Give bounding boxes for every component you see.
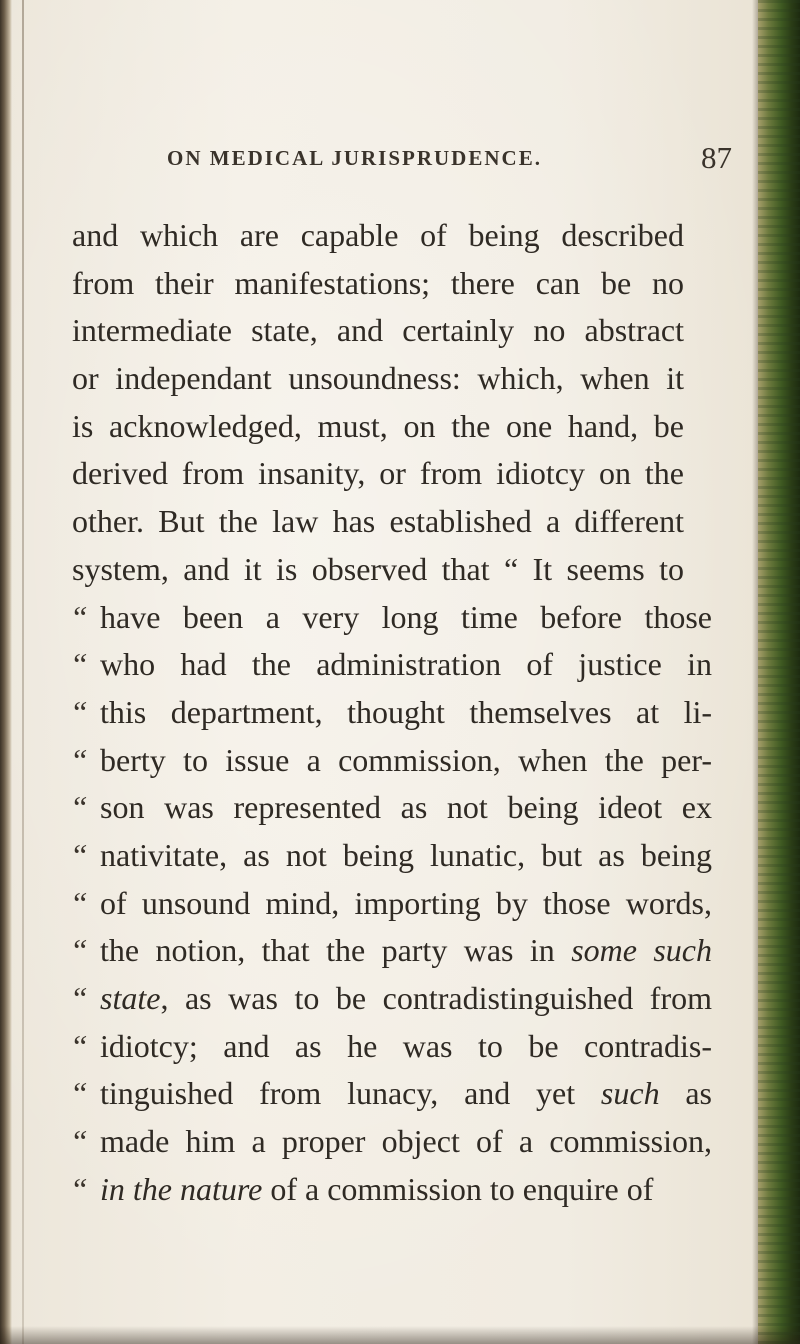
italic-text: in the nature [100, 1170, 263, 1207]
text-line [70, 737, 712, 785]
text-line [70, 832, 712, 880]
text-line [70, 689, 712, 737]
line-text: is acknowledged, must, on the one hand, be [72, 407, 684, 444]
italic-text: such [600, 1075, 660, 1112]
quote-mark: “ [70, 884, 88, 921]
text-line [72, 498, 684, 546]
line-text: son was represented as not being ideot ex [100, 789, 712, 826]
text-line [70, 594, 712, 642]
quote-mark: “ [70, 1170, 88, 1207]
line-text: from their manifestations; there can be no [72, 264, 684, 301]
line-text: system, and it is observed that “ It seems to [72, 550, 684, 587]
line-text: other. But the law has established a different [72, 503, 684, 540]
quote-mark: “ [70, 598, 88, 635]
text-line [70, 880, 712, 928]
line-text: , as was to be contradistinguished from [160, 980, 712, 1016]
quote-mark: “ [70, 980, 88, 1016]
text-line [70, 975, 712, 1023]
text-line [70, 1118, 712, 1166]
line-text: made him a proper object of a commission, [100, 1123, 712, 1160]
quote-mark: “ [70, 1123, 88, 1160]
running-header [72, 140, 740, 186]
text-line [72, 450, 684, 498]
running-title: ON MEDICAL JURISPRUDENCE. [167, 146, 542, 170]
quote-mark: “ [70, 789, 88, 826]
page-number: 87 [701, 140, 732, 175]
line-text: idiotcy; and as he was to be contradis- [100, 1027, 712, 1064]
text-line [70, 1166, 752, 1214]
line-text: derived from insanity, or from idiotcy on the [72, 455, 684, 492]
line-text: as [659, 1075, 713, 1112]
text-line [70, 1070, 712, 1118]
line-text: nativitate, as not being lunatic, but as being [100, 836, 712, 873]
line-text: the notion, that the party was in [100, 932, 572, 969]
italic-text: some such [571, 932, 713, 969]
bottom-shadow [0, 1326, 800, 1344]
quote-mark: “ [70, 1075, 88, 1112]
binding-edge [0, 0, 12, 1344]
quote-mark: “ [70, 646, 88, 683]
line-text: and which are capable of being described [72, 217, 684, 253]
line-text: tinguished from lunacy, and yet [100, 1075, 601, 1112]
text-line [70, 641, 712, 689]
quote-mark: “ [70, 1027, 88, 1064]
text-line [72, 403, 684, 451]
text-line [70, 927, 712, 975]
quote-mark: “ [70, 836, 88, 873]
quote-mark: “ [70, 741, 88, 778]
line-text: this department, thought themselves at li- [100, 693, 712, 730]
line-text: of unsound mind, importing by those words, [100, 884, 712, 921]
line-text: or independant unsoundness: which, when it [72, 360, 684, 397]
line-text: berty to issue a commission, when the per- [100, 741, 712, 778]
cover-edge [758, 0, 800, 1344]
line-text: who had the administration of justice in [100, 646, 712, 683]
text-line [70, 784, 712, 832]
text-line [70, 1023, 712, 1071]
line-text: of a commission to enquire of [262, 1170, 654, 1207]
text-line [72, 355, 684, 403]
body-text [72, 212, 752, 1213]
gutter-line [22, 0, 24, 1344]
text-line [72, 260, 684, 308]
quote-mark: “ [70, 693, 88, 730]
italic-text: state [100, 980, 161, 1016]
quote-mark: “ [70, 932, 88, 969]
text-line [72, 546, 684, 594]
text-line [72, 212, 684, 260]
text-line [72, 307, 684, 355]
line-text: have been a very long time before those [100, 598, 712, 635]
line-text: intermediate state, and certainly no abstract [72, 312, 684, 349]
